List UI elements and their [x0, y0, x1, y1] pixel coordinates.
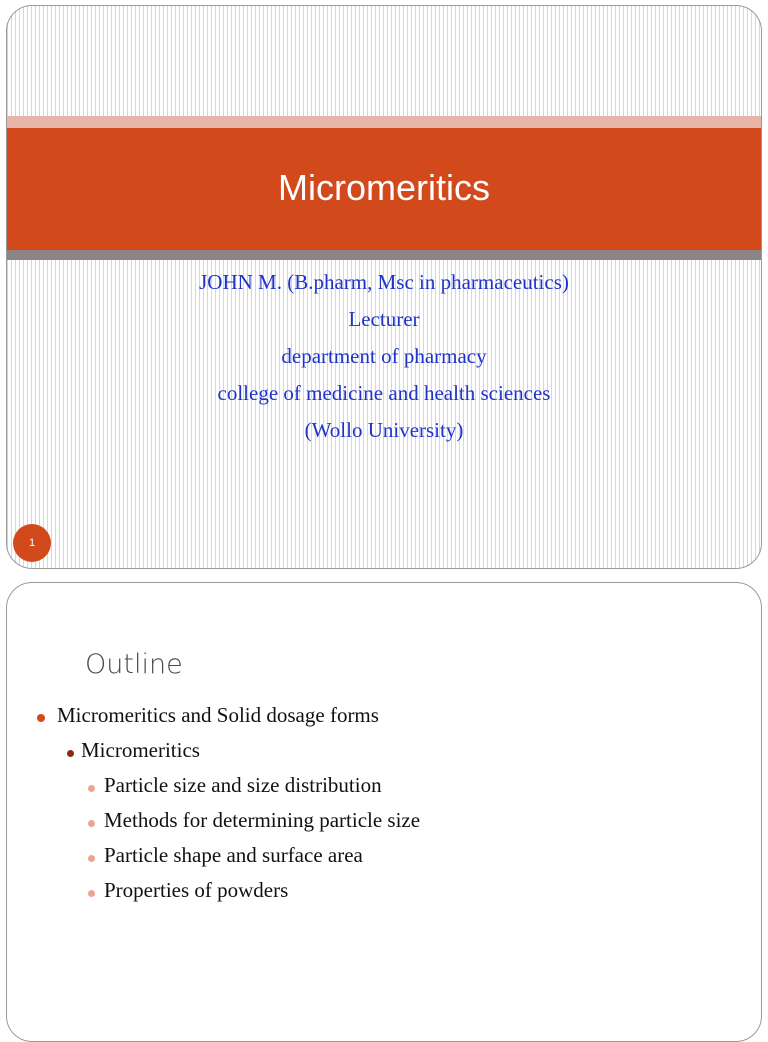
bullet-item: Particle size and size distribution — [104, 773, 382, 797]
bullet-dot-icon — [88, 785, 95, 792]
author-info — [7, 268, 761, 453]
bullet-dot-icon — [88, 855, 95, 862]
bullet-item: Micromeritics — [81, 738, 200, 762]
slide-title: Micromeritics — [278, 167, 490, 208]
bullet-item: Properties of powders — [104, 878, 289, 902]
slide-number-badge: 1 — [13, 524, 51, 562]
university-line: (Wollo University) — [304, 418, 464, 442]
title-slide — [6, 5, 762, 569]
bullet-dot-icon — [67, 750, 74, 757]
title-band-bottom-stripe — [7, 250, 761, 260]
department-line: department of pharmacy — [281, 344, 487, 368]
bullet-dot-icon — [37, 714, 45, 722]
author-line: JOHN M. (B.pharm, Msc in pharmaceutics) — [199, 270, 569, 294]
outline-title: Outline — [85, 649, 183, 680]
college-line: college of medicine and health sciences — [217, 381, 551, 405]
bullet-dot-icon — [88, 820, 95, 827]
bullet-item: Particle shape and surface area — [104, 843, 363, 867]
title-band-top-stripe — [7, 116, 761, 128]
bullet-dot-icon — [88, 890, 95, 897]
outline-slide — [6, 582, 762, 1042]
bullet-item: Micromeritics and Solid dosage forms — [57, 703, 379, 727]
role-line: Lecturer — [348, 307, 420, 331]
bullet-item: Methods for determining particle size — [104, 808, 421, 832]
